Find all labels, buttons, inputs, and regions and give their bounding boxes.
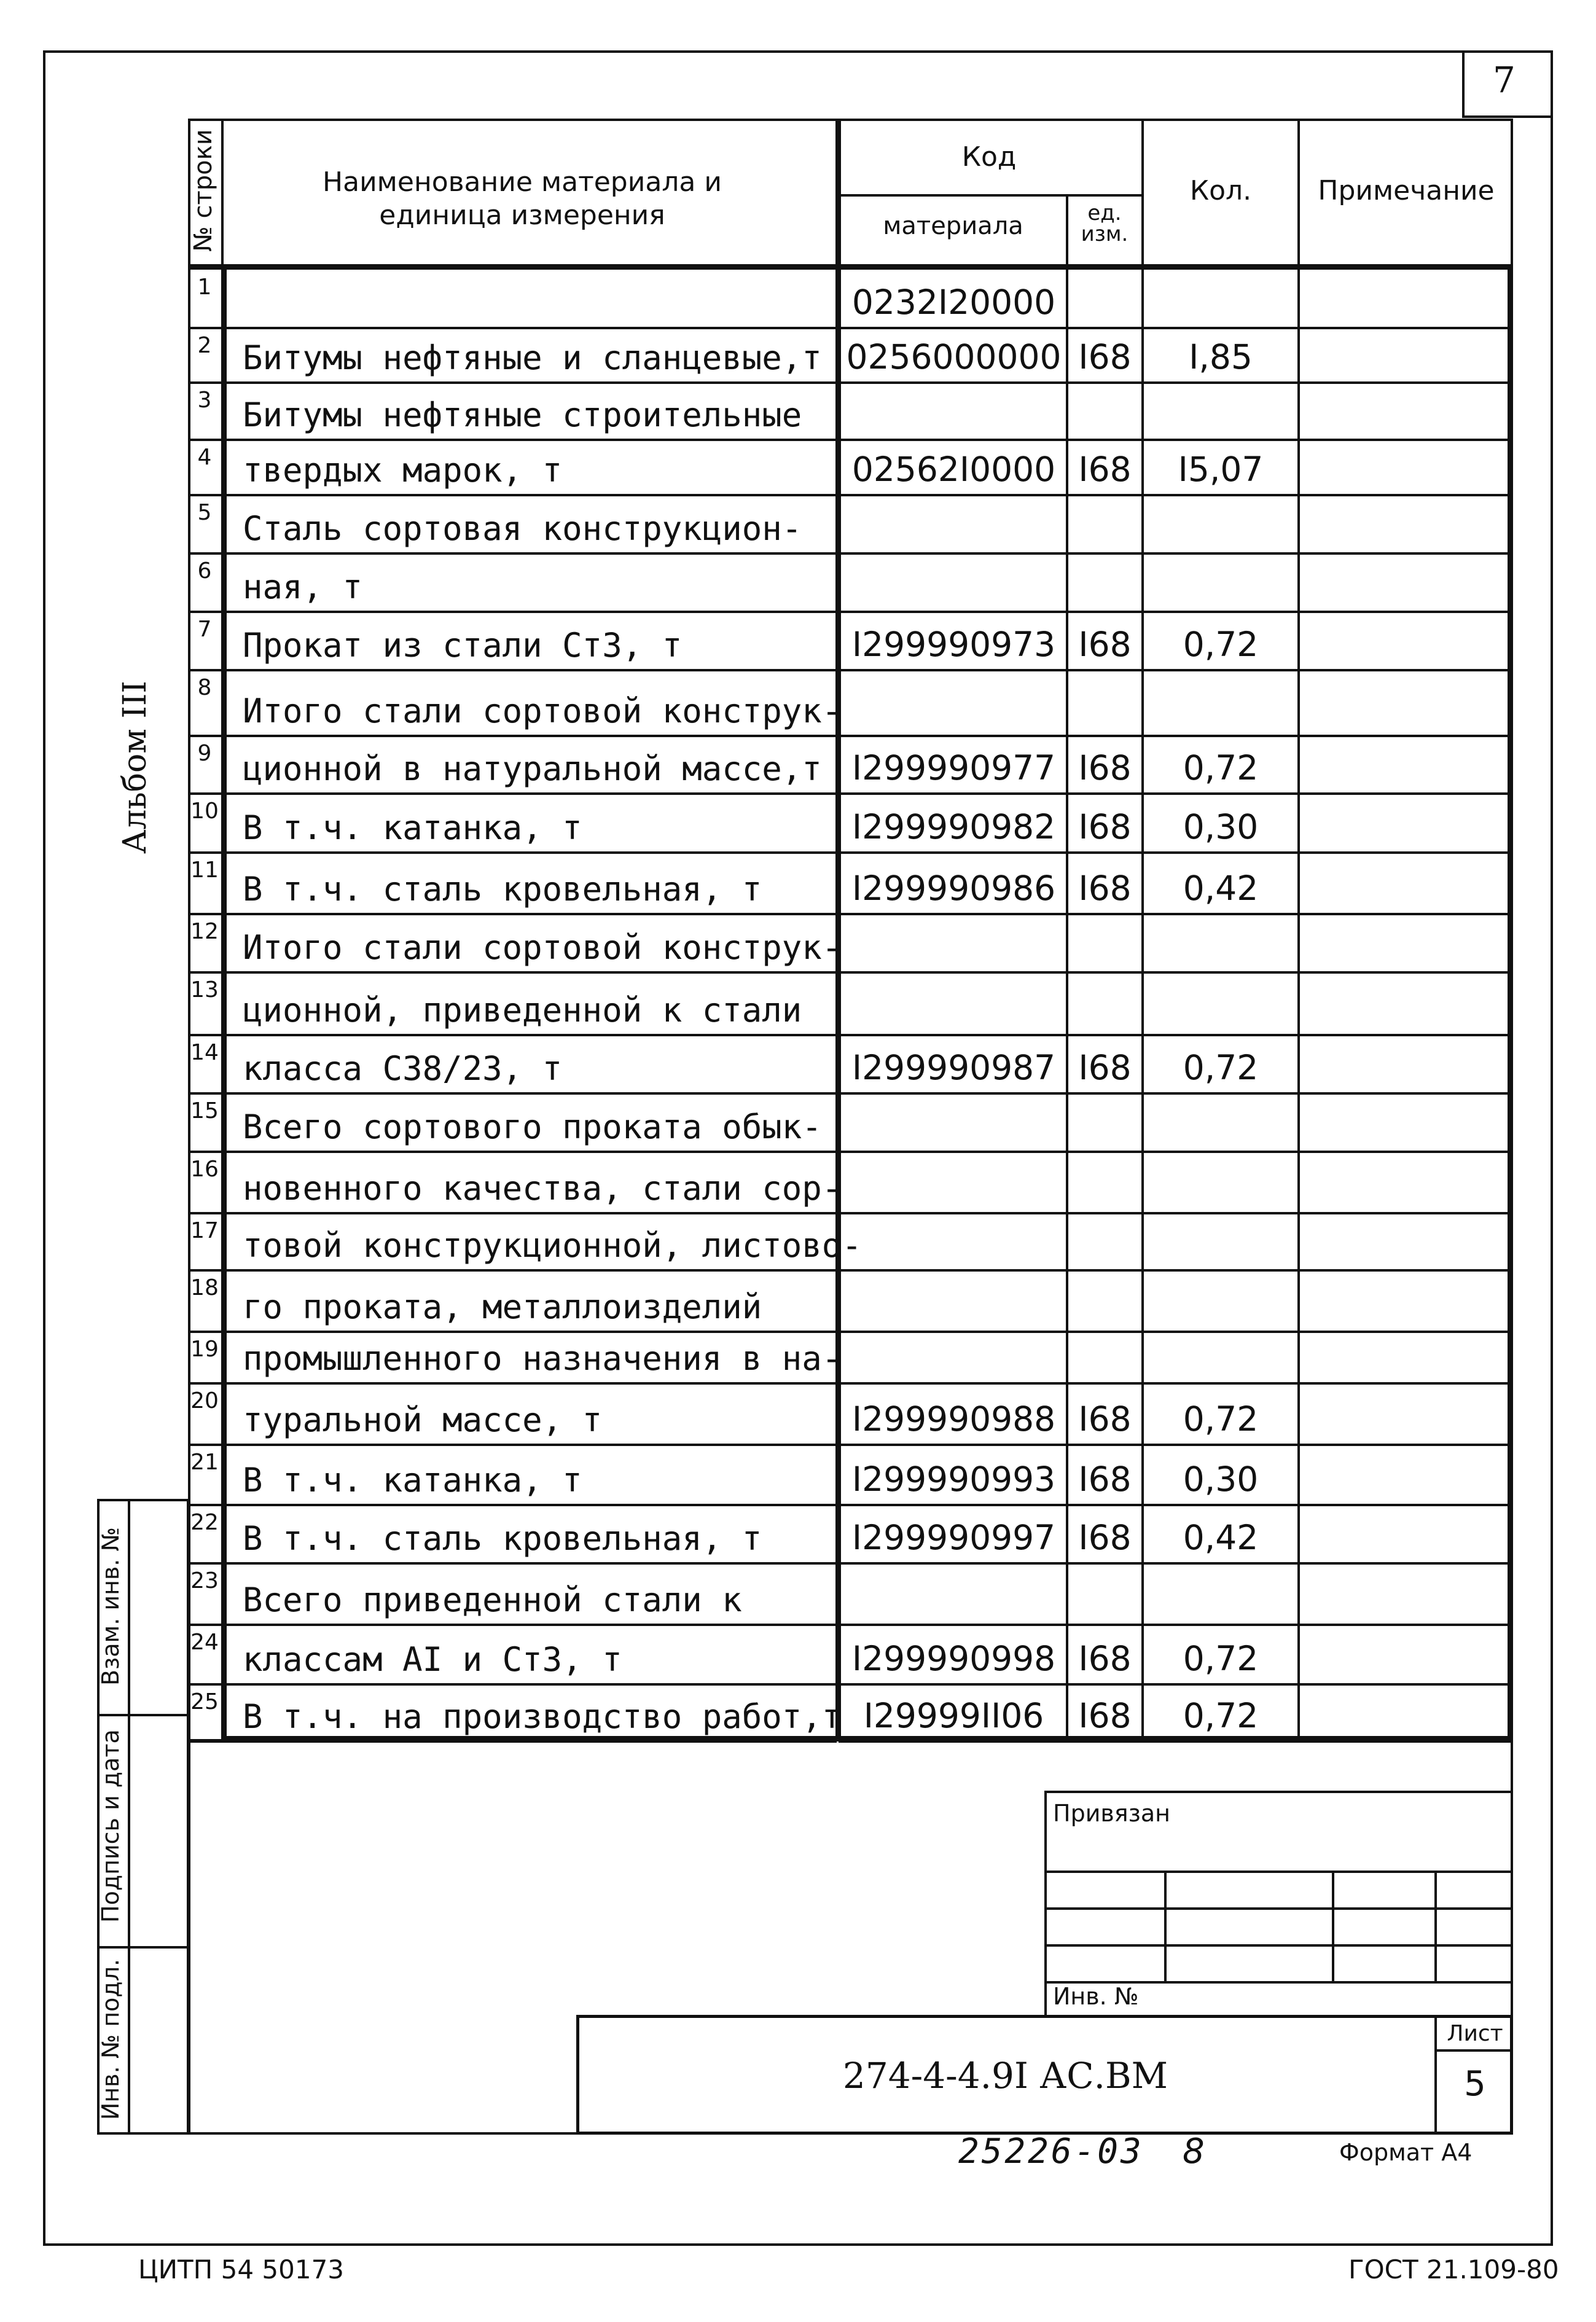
row-line-right	[839, 971, 1513, 974]
row-number: 19	[190, 1337, 219, 1362]
row-line-right	[839, 1382, 1513, 1385]
row-line	[188, 552, 837, 555]
row-number: 11	[190, 858, 219, 883]
privyazan-line-3	[1044, 1944, 1513, 1947]
row-line	[188, 1034, 837, 1036]
stamp-inv-no-orig: Инв. № подл.	[97, 1958, 124, 2121]
unit-code: I68	[1078, 1460, 1132, 1499]
row-line	[188, 1151, 837, 1153]
row-line-right	[839, 494, 1513, 496]
material-code: 0256000000	[846, 337, 1062, 377]
unit-code: I68	[1078, 450, 1132, 489]
sheet-number: 5	[1464, 2064, 1486, 2104]
material-name: В т.ч. катанка, т	[243, 1461, 582, 1499]
row-line	[188, 1212, 837, 1214]
material-name: твердых марок, т	[243, 451, 563, 490]
material-name: Сталь сортовая конструкцион-	[243, 509, 802, 548]
privyazan-line-1	[1044, 1871, 1513, 1873]
material-name: В т.ч. катанка, т	[243, 808, 582, 847]
row-number: 2	[197, 333, 212, 358]
material-name: Прокат из стали Ст3, т	[243, 626, 683, 665]
handwritten-page: 8	[1183, 2132, 1205, 2172]
privyazan-label: Привязан	[1053, 1800, 1170, 1827]
privyazan-col-3	[1434, 1871, 1437, 1981]
row-number: 12	[190, 919, 219, 944]
unit-code: I68	[1078, 869, 1132, 908]
row-line-right	[839, 1444, 1513, 1446]
row-line	[188, 327, 837, 329]
row-line-right	[839, 327, 1513, 329]
privyazan-line-2	[1044, 1907, 1513, 1910]
unit-code: I68	[1078, 1639, 1132, 1678]
quantity: 0,72	[1183, 1399, 1259, 1439]
privyazan-col-1	[1164, 1871, 1167, 1981]
handwritten-number: 25226-03	[958, 2132, 1144, 2172]
material-code: I299990997	[851, 1518, 1056, 1557]
quantity: 0,72	[1183, 1696, 1259, 1735]
row-line	[188, 851, 837, 854]
header-bottom	[188, 264, 1513, 270]
header-note: Примечание	[1318, 175, 1495, 206]
row-line	[188, 971, 837, 974]
quantity: 0,72	[1183, 1048, 1259, 1087]
row-line-right	[839, 792, 1513, 795]
unit-code: I68	[1078, 1399, 1132, 1439]
row-number: 9	[197, 741, 212, 766]
material-name: ционной в натуральной массе,т	[243, 749, 822, 788]
privyazan-col-2	[1332, 1871, 1334, 1981]
row-line	[188, 381, 837, 384]
album-label: Альбом III	[117, 681, 154, 854]
header-qty: Кол.	[1189, 175, 1252, 206]
quantity: 0,30	[1183, 1460, 1259, 1499]
header-code-material: материала	[883, 212, 1023, 240]
unit-code: I68	[1078, 748, 1132, 788]
unit-code: I68	[1078, 1048, 1132, 1087]
title-sheet-split	[1434, 2049, 1513, 2052]
material-name: Всего сортового проката обык-	[243, 1108, 822, 1146]
row-number: 5	[197, 500, 212, 525]
row-line	[188, 1504, 837, 1506]
row-line-right	[839, 1151, 1513, 1153]
row-number: 15	[190, 1098, 219, 1124]
material-name: Битумы нефтяные и сланцевые,т	[243, 338, 822, 377]
quantity: 0,30	[1183, 807, 1259, 846]
row-number: 13	[190, 977, 219, 1003]
material-code: I29999II06	[863, 1696, 1044, 1735]
row-line-right	[839, 913, 1513, 915]
material-name: класса С38/23, т	[243, 1049, 563, 1088]
material-code: I299990987	[851, 1048, 1056, 1087]
unit-code: I68	[1078, 625, 1132, 664]
quantity: 0,42	[1183, 869, 1259, 908]
row-number: 3	[197, 388, 212, 413]
row-number: 14	[190, 1040, 219, 1065]
row-line	[188, 1092, 837, 1095]
row-line-right	[839, 439, 1513, 441]
side-stamp-divider	[128, 1499, 130, 2135]
row-line-right	[839, 1331, 1513, 1333]
row-line	[188, 1624, 837, 1626]
row-number: 20	[190, 1388, 219, 1413]
row-line	[188, 1331, 837, 1333]
inv-no-label: Инв. №	[1053, 1983, 1139, 2010]
material-name: Итого стали сортовой конструк-	[243, 928, 842, 967]
row-number: 10	[190, 799, 219, 824]
row-number: 16	[190, 1157, 219, 1182]
material-name: В т.ч. сталь кровельная, т	[243, 870, 762, 909]
material-code: 0232I20000	[851, 283, 1056, 322]
quantity: 0,42	[1183, 1518, 1259, 1557]
row-number: 23	[190, 1568, 219, 1593]
row-line-right	[839, 1092, 1513, 1095]
stamp-sign-date: Подпись и дата	[97, 1729, 124, 1923]
quantity: 0,72	[1183, 1639, 1259, 1678]
row-line-right	[839, 1034, 1513, 1036]
header-code-split	[835, 194, 1143, 197]
row-line-right	[839, 381, 1513, 384]
material-name: товой конструкционной, листово-	[243, 1226, 862, 1265]
quantity: I5,07	[1178, 450, 1264, 489]
material-code: I299990993	[851, 1460, 1056, 1499]
row-line-right	[839, 735, 1513, 737]
row-line	[188, 913, 837, 915]
col-divider-code	[1066, 194, 1068, 1742]
document-code: 274-4-4.9I АС.ВМ	[842, 2055, 1168, 2097]
material-name: туральной массе, т	[243, 1401, 603, 1439]
unit-code: I68	[1078, 337, 1132, 377]
header-row-no: № строки	[189, 129, 217, 252]
material-name: Всего приведенной стали к	[243, 1581, 742, 1619]
row-line-right	[839, 611, 1513, 613]
row-number: 7	[197, 617, 212, 642]
row-number: 24	[190, 1630, 219, 1655]
row-line-right	[839, 1562, 1513, 1565]
row-line	[188, 1269, 837, 1272]
row-line-right	[839, 1624, 1513, 1626]
row-number: 21	[190, 1450, 219, 1475]
row-number: 22	[190, 1510, 219, 1535]
material-code: I299990973	[851, 625, 1056, 664]
row-line-right	[839, 552, 1513, 555]
row-number: 8	[197, 675, 212, 700]
material-code: I299990988	[851, 1399, 1056, 1439]
row-number: 25	[190, 1689, 219, 1714]
material-name: В т.ч. сталь кровельная, т	[243, 1519, 762, 1558]
material-code: I299990998	[851, 1639, 1056, 1678]
col-divider-qty	[1297, 119, 1300, 1742]
row-number: 1	[197, 275, 212, 300]
publisher: ЦИТП 54 50173	[138, 2254, 345, 2285]
material-name: ная, т	[243, 568, 363, 606]
row-line	[188, 611, 837, 613]
col-divider-rownum	[221, 119, 224, 1742]
row-number: 6	[197, 558, 212, 584]
quantity: 0,72	[1183, 748, 1259, 788]
material-code: 02562I0000	[851, 450, 1056, 489]
material-name: новенного качества, стали сор-	[243, 1169, 842, 1208]
material-name: промышленного назначения в на-	[243, 1339, 842, 1378]
row-line	[188, 1444, 837, 1446]
row-line	[188, 735, 837, 737]
material-name: Итого стали сортовой конструк-	[243, 692, 842, 730]
material-name: ционной, приведенной к стали	[243, 991, 802, 1030]
row-number: 17	[190, 1218, 219, 1243]
row-line	[188, 494, 837, 496]
stamp-inv-no-repl: Взам. инв. №	[97, 1527, 124, 1686]
header-code-group: Код	[961, 141, 1017, 173]
corner-sheet-number: 7	[1493, 59, 1516, 101]
row-line-right	[839, 851, 1513, 854]
material-name: В т.ч. на производство работ,т	[243, 1697, 842, 1736]
row-number: 18	[190, 1275, 219, 1300]
sheet-label: Лист	[1447, 2021, 1503, 2046]
material-code: I299990977	[851, 748, 1056, 788]
row-line	[188, 1562, 837, 1565]
row-line-right	[839, 1683, 1513, 1686]
material-name: го проката, металлоизделий	[243, 1288, 762, 1326]
header-name: Наименование материала и единица измерения	[323, 166, 722, 231]
quantity: 0,72	[1183, 625, 1259, 664]
unit-code: I68	[1078, 807, 1132, 846]
material-code: I299990986	[851, 869, 1056, 908]
row-line-right	[839, 669, 1513, 671]
row-line	[188, 1683, 837, 1686]
side-stamp-line-1	[97, 1714, 189, 1716]
row-line	[188, 1382, 837, 1385]
row-line-right	[839, 1212, 1513, 1214]
row-line	[188, 669, 837, 671]
row-line-right	[839, 1504, 1513, 1506]
standard: ГОСТ 21.109-80	[1348, 2254, 1559, 2285]
material-name: Битумы нефтяные строительные	[243, 396, 802, 434]
quantity: I,85	[1189, 337, 1253, 377]
row-line	[188, 792, 837, 795]
row-number: 4	[197, 445, 212, 470]
row-line	[188, 439, 837, 441]
material-name: классам АI и Ст3, т	[243, 1640, 622, 1679]
header-code-unit: ед. изм.	[1081, 201, 1129, 246]
unit-code: I68	[1078, 1518, 1132, 1557]
material-code: I299990982	[851, 807, 1056, 846]
row-line-right	[839, 1269, 1513, 1272]
format-label: Формат А4	[1339, 2139, 1473, 2166]
unit-code: I68	[1078, 1696, 1132, 1735]
